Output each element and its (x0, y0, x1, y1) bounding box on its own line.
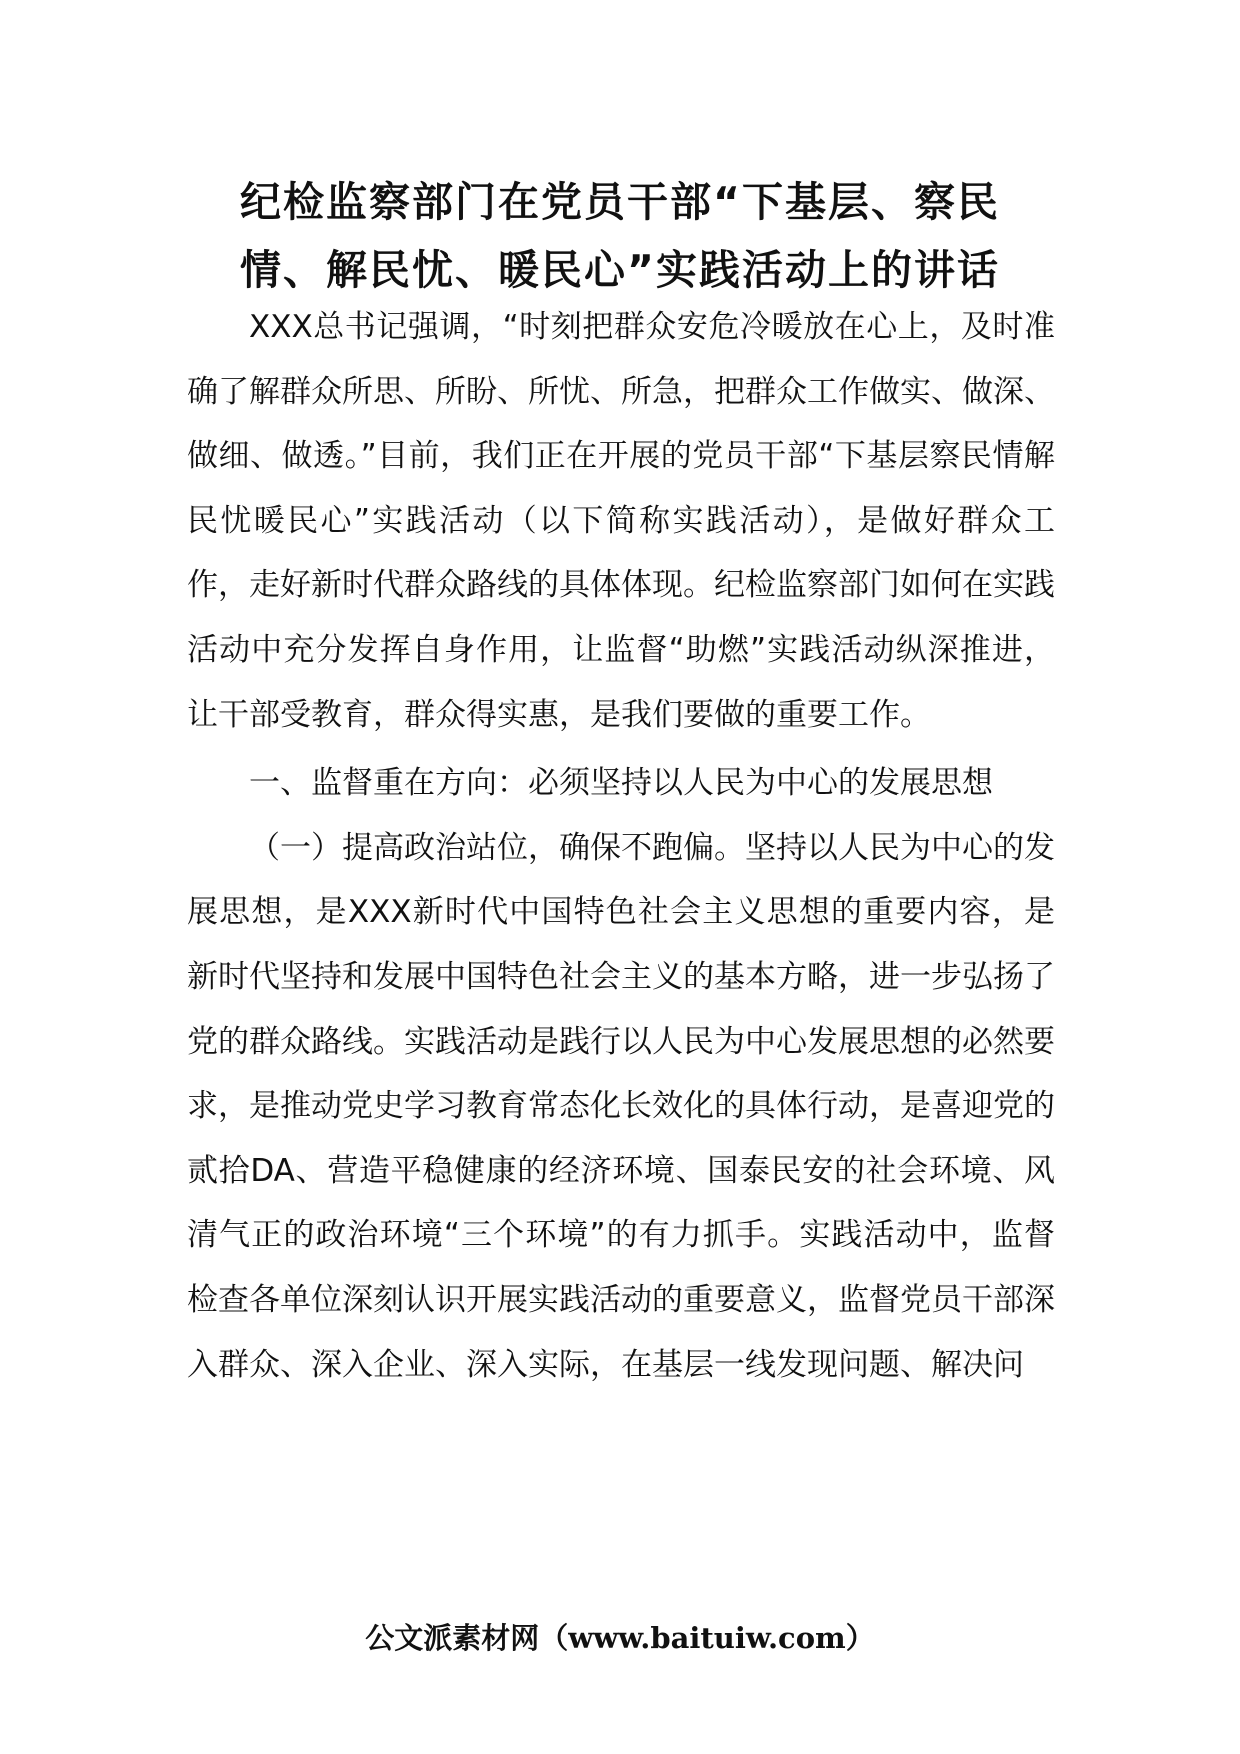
title-line-2: 情、解民忧、暖民心”实践活动上的讲话 (240, 246, 1000, 294)
document-title (150, 168, 1090, 304)
title-line-1: 纪检监察部门在党员干部“下基层、察民 (240, 178, 1000, 226)
paragraph-intro: XXX总书记强调，“时刻把群众安危冷暖放在心上，及时准确了解群众所思、所盼、所忧、所急，把群众工作做实、做深、做细、做透。”目前，我们正在开展的党员干部“下基层察民情解民忧暖民心”实践活动（以下简称实践活动），是做好群众工作，走好新时代群众路线的具体体现。纪检监察部门如何在实践活动中充分发挥自身作用，让监督“助燃”实践活动纵深推进，让干部受教育，群众得实惠，是我们要做的重要工作。 (187, 309, 1055, 733)
paragraph-subsection-1: （一）提高政治站位，确保不跑偏。坚持以人民为中心的发展思想，是XXX新时代中国特色社会主义思想的重要内容，是新时代坚持和发展中国特色社会主义的基本方略，进一步弘扬了党的群众路线。实践活动是践行以人民为中心发展思想的必然要求，是推动党史学习教育常态化长效化的具体行动，是喜迎党的贰拾DA、营造平稳健康的经济环境、国泰民安的社会环境、风清气正的政治环境“三个环境”的有力抓手。实践活动中，监督检查各单位深刻认识开展实践活动的重要意义，监督党员干部深入群众、深入企业、深入实际，在基层一线发现问题、解决问 (187, 829, 1055, 1383)
footer-watermark: 公文派素材网（www.baituiw.com） (365, 1621, 875, 1655)
section-heading-1: 一、监督重在方向：必须坚持以人民为中心的发展思想 (249, 765, 993, 802)
document-body (187, 295, 1055, 1397)
